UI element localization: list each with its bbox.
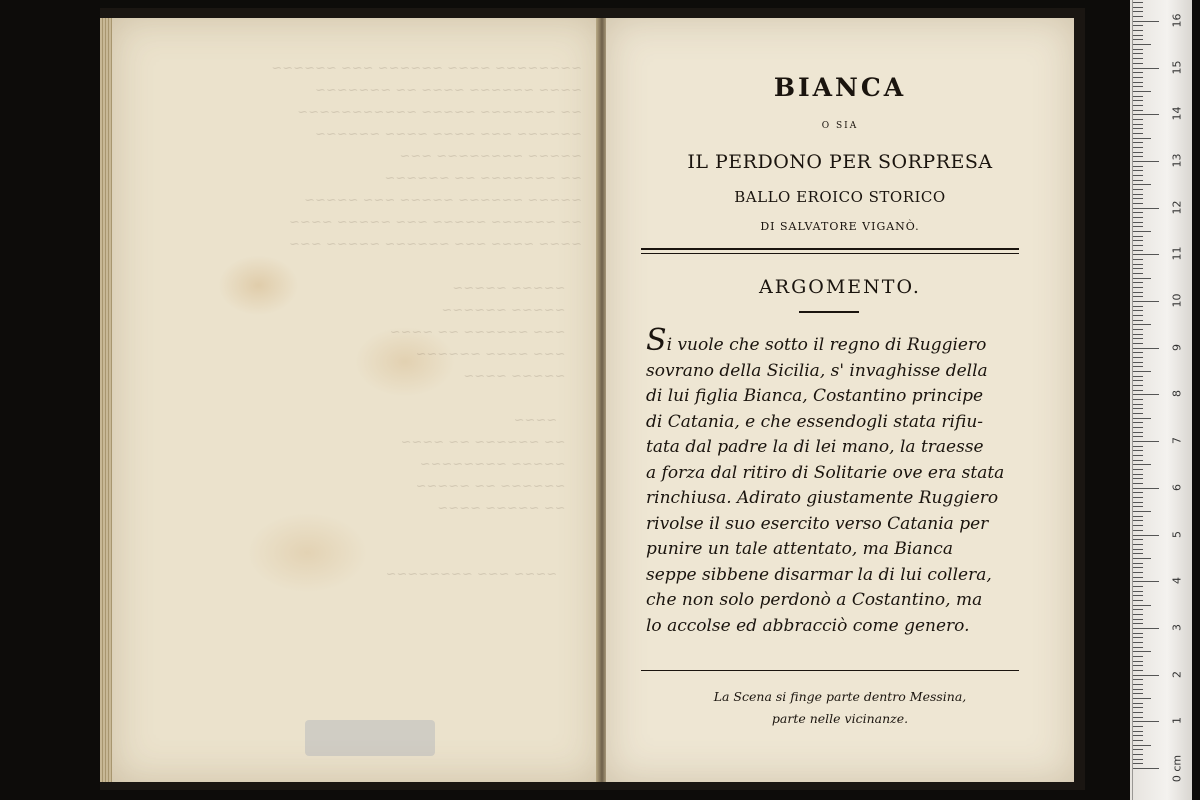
ruler-tick	[1133, 72, 1143, 73]
ruler-tick	[1133, 497, 1143, 498]
ruler-tick	[1133, 586, 1143, 587]
ruler-tick	[1133, 432, 1143, 433]
ruler-tick	[1133, 161, 1159, 162]
ruler-tick	[1133, 362, 1143, 363]
ruler-tick	[1133, 352, 1143, 353]
ruler-tick	[1133, 754, 1143, 755]
ruler-tick	[1133, 348, 1159, 349]
ruler-tick	[1133, 605, 1151, 606]
ruler-tick	[1133, 16, 1143, 17]
ruler-tick	[1133, 591, 1143, 592]
ruler-tick	[1133, 768, 1159, 769]
double-rule-divider	[641, 248, 1019, 254]
short-rule-divider	[799, 311, 859, 313]
ruler-tick	[1133, 637, 1143, 638]
ruler-tick	[1133, 334, 1143, 335]
ruler-tick	[1133, 698, 1151, 699]
ruler-tick	[1133, 320, 1143, 321]
ruler-tick	[1133, 63, 1143, 64]
ruler-tick	[1133, 254, 1159, 255]
ruler-label: 11	[1170, 246, 1184, 261]
ruler-tick	[1133, 30, 1143, 31]
ruler-tick	[1133, 703, 1143, 704]
ruler-tick	[1133, 198, 1143, 199]
ruler-tick	[1133, 446, 1143, 447]
ruler-tick	[1133, 226, 1143, 227]
scene-line: La Scena si finge parte dentro Messina,	[713, 689, 967, 704]
ruler-tick	[1133, 287, 1143, 288]
paragraph-line: rivolse il suo esercito verso Catania per	[646, 513, 989, 534]
ruler-tick	[1133, 128, 1143, 129]
ruler-tick	[1133, 53, 1143, 54]
ruler-tick	[1133, 306, 1143, 307]
ruler-tick	[1133, 544, 1143, 545]
ruler-tick	[1133, 567, 1143, 568]
ruler-tick	[1133, 240, 1143, 241]
ruler-label: 5	[1170, 530, 1184, 538]
ruler-tick	[1133, 633, 1143, 634]
ruler-tick	[1133, 77, 1143, 78]
ruler-tick	[1133, 166, 1143, 167]
ruler-tick	[1133, 600, 1143, 601]
ruler-tick	[1133, 184, 1151, 185]
ruler-tick	[1133, 693, 1143, 694]
right-page	[606, 18, 1074, 782]
paragraph-line: rinchiusa. Adirato giustamente Ruggiero	[646, 488, 999, 508]
ruler-tick	[1133, 525, 1143, 526]
argument-paragraph	[646, 323, 1034, 639]
scene-line: parte nelle vicinanze.	[771, 711, 909, 726]
ruler-tick	[1133, 259, 1143, 260]
ruler-tick	[1133, 408, 1143, 409]
ruler-tick	[1133, 619, 1143, 620]
ruler-tick	[1133, 35, 1143, 36]
ruler-tick	[1133, 502, 1143, 503]
ruler-tick	[1133, 656, 1143, 657]
ruler-tick	[1133, 492, 1143, 493]
paragraph-line: punire un tale attentato, ma Bianca	[646, 539, 953, 559]
work-title: BIANCA	[773, 73, 907, 102]
paragraph-line: tata dal padre la di lei mano, la traesse	[646, 437, 984, 457]
ruler-tick	[1133, 763, 1143, 764]
ruler-tick	[1133, 422, 1143, 423]
ruler-tick	[1133, 478, 1143, 479]
ruler-tick	[1133, 124, 1143, 125]
ruler-tick	[1133, 427, 1143, 428]
ruler-label: 9	[1170, 343, 1184, 351]
ruler-tick	[1133, 684, 1143, 685]
ruler-tick	[1133, 464, 1151, 465]
ruler-tick	[1133, 539, 1143, 540]
ruler-tick	[1133, 91, 1151, 92]
ruler-tick	[1133, 175, 1143, 176]
ruler-tick	[1133, 119, 1143, 120]
ruler-tick	[1133, 665, 1143, 666]
ruler-tick	[1133, 647, 1143, 648]
ruler-tick	[1133, 721, 1159, 722]
ruler-tick	[1133, 250, 1143, 251]
ruler-tick	[1133, 212, 1143, 213]
open-book	[100, 8, 1085, 790]
ruler-tick	[1133, 39, 1143, 40]
ruler-tick	[1133, 712, 1143, 713]
paragraph-line: di Catania, e che essendogli stata rifiu-	[646, 411, 984, 432]
ruler-tick	[1133, 558, 1151, 559]
ruler-tick	[1133, 301, 1159, 302]
ruler-tick	[1133, 138, 1151, 139]
ruler-tick	[1133, 380, 1143, 381]
ruler-tick	[1133, 572, 1143, 573]
ruler-tick	[1133, 282, 1143, 283]
ruler-tick	[1133, 152, 1143, 153]
work-subtitle: IL PERDONO PER SORPRESA	[687, 151, 993, 173]
ruler-tick	[1133, 581, 1159, 582]
ruler-tick	[1133, 170, 1143, 171]
ruler-tick	[1133, 642, 1143, 643]
ruler-tick	[1133, 488, 1159, 489]
ruler-tick	[1133, 623, 1143, 624]
ruler-tick	[1133, 278, 1151, 279]
work-genre: BALLO EROICO STORICO	[734, 188, 946, 206]
ruler-tick	[1133, 371, 1151, 372]
ruler-tick	[1133, 82, 1143, 83]
ruler-tick	[1133, 329, 1143, 330]
ruler-tick	[1133, 208, 1159, 209]
ruler-label: 10	[1170, 293, 1184, 308]
ruler-tick	[1133, 506, 1143, 507]
bleed-through-text: ~~~~~~~~ ~~~~ ~~~~~~ ~~~ ~~~~~~ ~~~~ ~~~~~~ ~~~~ ~~ ~~~~~~~ ~~ ~~~~~~~ ~~~~~ ~~~~~~~~~~~ ~~~~~~ ~~~ ~~~~ ~~~~ ~~~~~~ ~~~~~ ~~~~~~~~ ~~~ ~~ ~~~~~~~ ~~ ~~~~~~ ~~~~~ ~~~~~~ ~~~~~ ~~~ ~~~~~ ~~ ~~~~~~ ~~~~~ ~~~ ~~~~~ ~~~~ ~~~~ ~~~~ ~~~ ~~~~~~ ~~~~~ ~~~ ~~~~~ ~~~~~ ~~~~~ ~~~~~~ ~~~ ~~~~~~ ~~ ~~~~ ~~~ ~~~~ ~~~~~~ ~~~~~ ~~~~ ~~~~ ~~ ~~~~~~ ~~ ~~~~ ~~~~~ ~~~~~~~~ ~~~~~~ ~~ ~~~~~ ~~ ~~~~~ ~~~~ ~~~~ ~~~ ~~~~~~~~	[271, 61, 582, 578]
ruler-label: 6	[1170, 483, 1184, 491]
ruler-tick	[1133, 357, 1143, 358]
ruler-tick	[1133, 142, 1143, 143]
ruler-tick	[1133, 549, 1143, 550]
ruler-tick	[1133, 385, 1143, 386]
library-stamp	[305, 720, 435, 756]
ruler-label: 4	[1170, 577, 1184, 585]
cm-ruler	[1130, 0, 1192, 800]
ruler-tick	[1133, 520, 1143, 521]
ruler-label: 16	[1170, 13, 1184, 28]
ruler-tick	[1133, 68, 1159, 69]
ruler-tick	[1133, 609, 1143, 610]
drop-cap: S	[646, 323, 667, 358]
ruler-tick	[1133, 390, 1143, 391]
ruler-tick	[1133, 563, 1143, 564]
ruler-tick	[1133, 324, 1151, 325]
ruler-tick	[1133, 105, 1143, 106]
ruler-tick	[1133, 731, 1143, 732]
ruler-tick	[1133, 343, 1143, 344]
ruler-tick	[1133, 147, 1143, 148]
ruler-tick	[1133, 110, 1143, 111]
ruler-tick	[1133, 189, 1143, 190]
ruler-tick	[1133, 236, 1143, 237]
ruler-tick	[1133, 759, 1143, 760]
ruler-tick	[1133, 180, 1143, 181]
ruler-label: 1	[1170, 717, 1184, 725]
ruler-tick	[1133, 44, 1151, 45]
ruler-tick	[1133, 96, 1143, 97]
ruler-tick	[1133, 203, 1143, 204]
ruler-label: 7	[1170, 437, 1184, 445]
ruler-tick	[1133, 530, 1143, 531]
ruler-tick	[1133, 735, 1143, 736]
ruler-tick	[1133, 651, 1151, 652]
ruler-tick	[1133, 394, 1159, 395]
ruler-tick	[1133, 535, 1159, 536]
ruler-label: 8	[1170, 390, 1184, 398]
ruler-tick	[1133, 399, 1143, 400]
paragraph-line: che non solo perdonò a Costantino, ma	[646, 590, 983, 610]
left-page	[112, 18, 600, 782]
ruler-tick	[1133, 413, 1143, 414]
paragraph-line: lo accolse ed abbracciò come genero.	[646, 615, 970, 636]
o-sia-connector: O SIA	[821, 121, 859, 131]
ruler-tick	[1133, 245, 1143, 246]
ruler-label: 14	[1170, 106, 1184, 121]
ruler-tick	[1133, 614, 1143, 615]
ruler-tick	[1133, 749, 1143, 750]
paragraph-line: a forza dal ritiro di Solitarie ove era stata	[646, 462, 1005, 483]
ruler-tick	[1133, 474, 1143, 475]
ruler-unit-label: 0 cm	[1170, 754, 1184, 783]
ruler-tick	[1133, 21, 1159, 22]
ruler-tick	[1133, 268, 1143, 269]
ruler-tick	[1133, 661, 1143, 662]
ruler-tick	[1133, 264, 1143, 265]
section-heading: ARGOMENTO.	[759, 276, 921, 298]
ruler-tick	[1133, 455, 1143, 456]
thin-rule-divider	[641, 670, 1019, 671]
ruler-tick	[1133, 114, 1159, 115]
ruler-tick	[1133, 296, 1143, 297]
paragraph-line: seppe sibbene disarmar la di lui collera,	[646, 564, 992, 585]
ruler-tick	[1133, 404, 1143, 405]
ruler-tick	[1133, 7, 1143, 8]
ruler-tick	[1133, 577, 1143, 578]
ruler-tick	[1133, 595, 1143, 596]
scene-note	[606, 686, 1074, 730]
ruler-tick	[1133, 273, 1143, 274]
ruler-tick	[1133, 418, 1151, 419]
ruler-tick	[1133, 310, 1143, 311]
ruler-label: 3	[1170, 623, 1184, 631]
ruler-tick	[1133, 553, 1143, 554]
ruler-tick	[1133, 670, 1143, 671]
ruler-tick	[1133, 516, 1143, 517]
ruler-tick	[1133, 460, 1143, 461]
paragraph-line: sovrano della Sicilia, s' invaghisse della	[646, 360, 988, 381]
ruler-tick	[1133, 156, 1143, 157]
paragraph-line: di lui figlia Bianca, Costantino principe	[646, 386, 984, 406]
paragraph-line: Si vuole che sotto il regno di Ruggiero	[646, 323, 987, 358]
ruler-tick	[1133, 483, 1143, 484]
ruler-tick	[1133, 689, 1143, 690]
ruler-tick	[1133, 133, 1143, 134]
ruler-tick	[1133, 745, 1151, 746]
ruler-tick	[1133, 231, 1151, 232]
ruler-tick	[1133, 11, 1143, 12]
ruler-tick	[1133, 25, 1143, 26]
ruler-tick	[1133, 292, 1143, 293]
ruler-tick	[1133, 2, 1143, 3]
ruler-tick	[1133, 511, 1151, 512]
ruler-tick	[1133, 338, 1143, 339]
ruler-tick	[1133, 217, 1143, 218]
ruler-tick	[1133, 315, 1143, 316]
ruler-tick	[1133, 740, 1143, 741]
ruler-tick	[1133, 222, 1143, 223]
ruler-tick	[1133, 707, 1143, 708]
ruler-tick	[1133, 376, 1143, 377]
work-author: DI SALVATORE VIGANÒ.	[760, 220, 920, 233]
ruler-tick	[1133, 49, 1143, 50]
ruler-tick	[1133, 100, 1143, 101]
ruler-tick	[1133, 726, 1143, 727]
ruler-tick	[1133, 628, 1159, 629]
ruler-tick	[1133, 58, 1143, 59]
ruler-tick	[1133, 469, 1143, 470]
ruler-label: 13	[1170, 153, 1184, 168]
ruler-tick	[1133, 717, 1143, 718]
ruler-tick	[1133, 366, 1143, 367]
ruler-tick	[1133, 450, 1143, 451]
ruler-label: 2	[1170, 670, 1184, 678]
ruler-tick	[1133, 441, 1159, 442]
ruler-tick	[1133, 679, 1143, 680]
ruler-tick	[1133, 436, 1143, 437]
ruler-tick	[1133, 675, 1159, 676]
ruler-tick	[1133, 194, 1143, 195]
ruler-label: 15	[1170, 60, 1184, 74]
ruler-label: 12	[1170, 200, 1184, 215]
ruler-tick	[1133, 86, 1143, 87]
